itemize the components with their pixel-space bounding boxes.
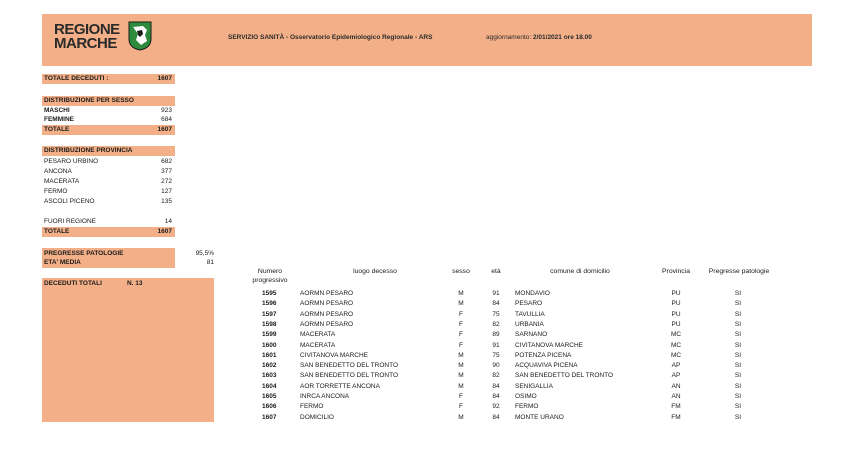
cell-provincia: AP xyxy=(671,372,681,380)
cell-provincia: AP xyxy=(671,362,681,370)
cell-sesso: M xyxy=(458,413,464,421)
cell-pregresse: SI xyxy=(734,362,742,370)
cell-luogo: AORMN PESARO xyxy=(300,300,354,308)
pregresse-patologie-value: 95,5% xyxy=(195,250,214,257)
cell-provincia: PU xyxy=(671,310,681,318)
sesso-total-value: 1607 xyxy=(157,126,172,133)
cell-numero: 1605 xyxy=(262,393,277,400)
cell-luogo: AORMN PESARO xyxy=(300,310,354,318)
cell-sesso: M xyxy=(458,290,464,297)
cell-numero: 1603 xyxy=(262,372,277,380)
cell-luogo: AORMN PESARO xyxy=(300,320,354,328)
cell-comune: URBANIA xyxy=(515,320,544,328)
cell-comune: POTENZA PICENA xyxy=(515,351,572,359)
cell-comune: SENIGALLIA xyxy=(515,382,553,390)
cell-eta: 91 xyxy=(492,341,500,349)
cell-sesso: F xyxy=(459,331,463,339)
cell-sesso: F xyxy=(459,341,463,349)
cell-eta: 84 xyxy=(492,393,500,400)
cell-comune: MONDAVIO xyxy=(515,290,550,297)
service-title: SERVIZIO SANITÀ - Osservatorio Epidemiologico Regionale - ARS xyxy=(228,34,433,41)
cell-comune: FERMO xyxy=(515,403,539,411)
cell-comune: MONTE URANO xyxy=(515,413,564,421)
sesso-title: DISTRIBUZIONE PER SESSO xyxy=(44,97,134,104)
pregresse-patologie-label: PREGRESSE PATOLOGIE xyxy=(44,250,124,257)
cell-eta: 92 xyxy=(492,403,500,411)
header-progressivo: progressivo xyxy=(252,277,288,284)
header-comune: comune di domicilio xyxy=(550,268,610,275)
fuori-regione-value: 14 xyxy=(164,218,172,225)
eta-media-label: ETA' MEDIA xyxy=(44,259,81,266)
logo-line1: REGIONE xyxy=(54,21,120,38)
cell-numero: 1602 xyxy=(262,362,277,370)
sesso-femmine-value: 684 xyxy=(161,116,172,123)
cell-pregresse: SI xyxy=(734,320,742,328)
provincia-label-fermo: FERMO xyxy=(44,188,68,195)
deceduti-totali-box xyxy=(42,278,214,422)
cell-eta: 90 xyxy=(492,362,500,370)
cell-luogo: DOMICILIO xyxy=(300,413,334,421)
cell-pregresse: SI xyxy=(734,351,742,359)
provincia-value-macerata: 272 xyxy=(161,178,172,185)
cell-provincia: MC xyxy=(670,341,682,349)
cell-comune: SARNANO xyxy=(515,331,548,339)
cell-sesso: M xyxy=(458,382,464,390)
cell-comune: OSIMO xyxy=(515,393,537,400)
cell-pregresse: SI xyxy=(734,310,742,318)
header-pregresse: Pregresse patologie xyxy=(708,268,770,275)
cell-eta: 84 xyxy=(492,300,500,308)
header-band xyxy=(42,14,812,66)
header-luogo: luogo decesso xyxy=(353,268,397,275)
sesso-femmine-label: FEMMINE xyxy=(44,116,74,123)
provincia-label-ascoli: ASCOLI PICENO xyxy=(44,198,95,205)
provincia-total-value: 1607 xyxy=(157,228,172,235)
cell-numero: 1604 xyxy=(262,382,277,390)
cell-luogo: AOR TORRETTE ANCONA xyxy=(300,382,380,390)
provincia-total-label: TOTALE xyxy=(44,228,70,235)
update-value: 2/01/2021 ore 18.00 xyxy=(532,34,592,41)
eta-media-value: 81 xyxy=(206,259,214,266)
provincia-label-macerata: MACERATA xyxy=(44,178,80,185)
header-eta: età xyxy=(491,268,501,275)
provincia-label-pesaro: PESARO URBINO xyxy=(44,158,99,165)
provincia-value-ancona: 377 xyxy=(161,168,172,175)
cell-eta: 84 xyxy=(492,382,500,390)
cell-numero: 1596 xyxy=(262,300,277,308)
deceduti-totali-count: N. 13 xyxy=(127,280,143,287)
cell-numero: 1607 xyxy=(262,413,277,421)
cell-numero: 1601 xyxy=(262,351,277,359)
logo-line2: MARCHE xyxy=(54,35,117,52)
cell-provincia: MC xyxy=(670,331,682,339)
cell-provincia: MC xyxy=(670,351,682,359)
cell-provincia: FM xyxy=(671,413,681,421)
update-label: aggiornamento: xyxy=(486,34,532,41)
cell-numero: 1599 xyxy=(262,331,277,339)
cell-luogo: SAN BENEDETTO DEL TRONTO xyxy=(300,372,399,380)
cell-sesso: M xyxy=(458,362,464,370)
cell-luogo: CIVITANOVA MARCHE xyxy=(300,351,369,359)
cell-eta: 82 xyxy=(492,320,500,328)
cell-sesso: M xyxy=(458,372,464,380)
provincia-value-pesaro: 682 xyxy=(161,158,172,165)
provincia-title: DISTRIBUZIONE PROVINCIA xyxy=(44,147,133,154)
cell-provincia: FM xyxy=(671,403,681,411)
sesso-maschi-label: MASCHI xyxy=(44,107,70,114)
cell-luogo: MACERATA xyxy=(300,331,336,339)
cell-numero: 1595 xyxy=(262,290,277,297)
header-numero: Numero xyxy=(257,268,283,275)
provincia-label-ancona: ANCONA xyxy=(44,168,72,175)
regione-marche-logo xyxy=(54,20,154,54)
cell-numero: 1606 xyxy=(262,403,277,411)
cell-numero: 1598 xyxy=(262,320,277,328)
cell-provincia: PU xyxy=(671,300,681,308)
cell-eta: 75 xyxy=(492,310,500,318)
cell-comune: ACQUAVIVA PICENA xyxy=(515,362,578,370)
cell-luogo: SAN BENEDETTO DEL TRONTO xyxy=(300,362,399,370)
cell-comune: CIVITANOVA MARCHE xyxy=(515,341,584,349)
cell-luogo: AORMN PESARO xyxy=(300,290,354,297)
cell-eta: 82 xyxy=(492,372,500,380)
cell-sesso: F xyxy=(459,393,463,400)
cell-pregresse: SI xyxy=(734,413,742,421)
cell-comune: SAN BENEDETTO DEL TRONTO xyxy=(515,372,614,380)
cell-luogo: MACERATA xyxy=(300,341,336,349)
cell-pregresse: SI xyxy=(734,341,742,349)
cell-provincia: AN xyxy=(671,382,681,390)
update-info xyxy=(486,34,592,41)
cell-provincia: PU xyxy=(671,320,681,328)
cell-pregresse: SI xyxy=(734,382,742,390)
fuori-regione-label: FUORI REGIONE xyxy=(44,218,97,225)
cell-provincia: AN xyxy=(671,393,681,400)
provincia-value-ascoli: 135 xyxy=(161,198,172,205)
cell-numero: 1600 xyxy=(262,341,277,349)
cell-luogo: FERMO xyxy=(300,403,324,411)
header-provincia: Provincia xyxy=(662,268,690,275)
cell-numero: 1597 xyxy=(262,310,277,318)
header-sesso: sesso xyxy=(452,268,470,275)
deceduti-totali-label: DECEDUTI TOTALI xyxy=(44,280,102,287)
totale-deceduti-label: TOTALE DECEDUTI : xyxy=(44,75,109,82)
regione-marche-shield-icon xyxy=(128,21,152,51)
cell-sesso: F xyxy=(459,320,463,328)
cell-sesso: M xyxy=(458,300,464,308)
cell-pregresse: SI xyxy=(734,403,742,411)
cell-eta: 91 xyxy=(492,290,500,297)
cell-sesso: M xyxy=(458,351,464,359)
cell-pregresse: SI xyxy=(734,372,742,380)
cell-pregresse: SI xyxy=(734,300,742,308)
sesso-total-label: TOTALE xyxy=(44,126,70,133)
cell-pregresse: SI xyxy=(734,290,742,297)
cell-comune: PESARO xyxy=(515,300,543,308)
cell-eta: 89 xyxy=(492,331,500,339)
cell-sesso: F xyxy=(459,403,463,411)
totale-deceduti-value: 1607 xyxy=(157,75,172,82)
cell-eta: 75 xyxy=(492,351,500,359)
cell-eta: 84 xyxy=(492,413,500,421)
cell-luogo: INRCA ANCONA xyxy=(300,393,350,400)
cell-pregresse: SI xyxy=(734,393,742,400)
cell-comune: TAVULLIA xyxy=(515,310,545,318)
cell-pregresse: SI xyxy=(734,331,742,339)
sesso-maschi-value: 923 xyxy=(161,107,172,114)
cell-provincia: PU xyxy=(671,290,681,297)
provincia-value-fermo: 127 xyxy=(161,188,172,195)
cell-sesso: F xyxy=(459,310,463,318)
